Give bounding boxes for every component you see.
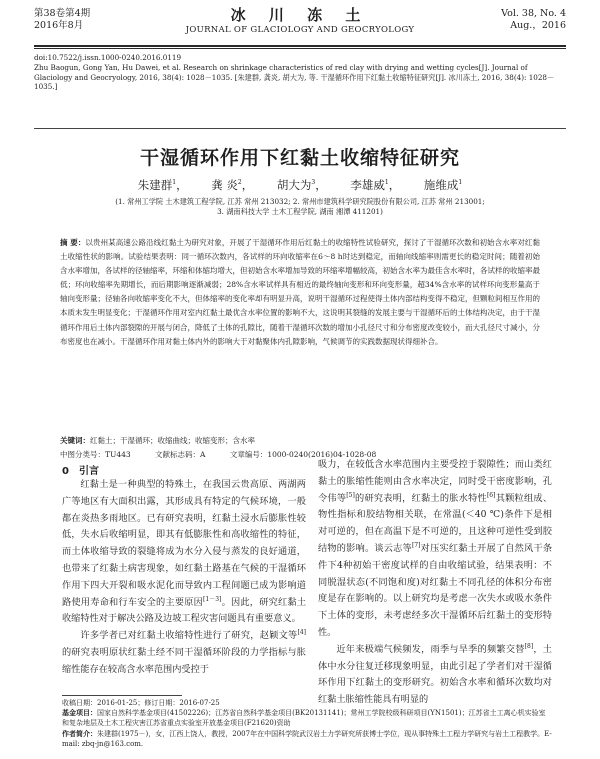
clc-number: 中图分类号：TU443 [60,450,131,459]
journal-header [34,6,566,44]
affiliation-line: (1. 常州工学院 土木建筑工程学院, 江苏 常州 213032; 2. 常州市建筑科学研究院股份有限公司, 江苏 常州 213001; [115,197,485,206]
article-number: 文章编号：1000-0240(2016)04-1028-08 [229,450,377,459]
abstract-text: 以贵州某高速公路沿线红黏土为研究对象，开展了干湿循环作用后红黏土的收缩特性试验研究，探讨了干湿循环次数和初始含水率对红黏土收缩性状的影响。试验结果表明：同一循环次数内，各试样的环向收缩率在6～8 h时达到稳定，而轴向线缩率则需更长的稳定时间；随着初始含水率增加，各试样的径轴缩率，环缩和体缩均增大，但初始含水率增加导致的环缩率增幅较高，初始含水率为最佳含水率时，各试样的收缩率最低；环向收缩率先期增长，而后期影响逐渐减弱；28%含水率试样具有相近的最终轴向变形和环向变形量，超34%含水率的试样环向变形量高于轴向变形量；径轴各向收缩率变化不大，但体缩率的变化率却有明显升高，说明干湿循环过程使得土体内部结构变得不稳定，但颗粒间相互作用的本质未发生明显变化；干湿循环作用对室内红黏土最优含水率位置的影响不大，这说明其裂缝的发展主要与干湿循环后的土体结构决定，由于干湿循环作用后土体内部裂隙的开展与闭合，降低了土体的孔隙比，随着干湿循环次数的增加小孔径尺寸和分布密度改变较小，而大孔径尺寸减小，分布密度也在减小。干湿循环作用对黏土体内外的影响大于对黏聚体内孔隙影响，气候调节的实践数据现状得细补合。 [60,238,540,346]
volume-en: Vol. 38, No. 4 [501,8,566,19]
paragraph: 吸力，在较低含水率范围内主要受控于裂隙性；而山类红黏土的胀缩性能则由含水率决定，同时受干密度影响，孔令伟等[5]的研究表明，红黏土的胀水特性[6]其颗粒组成、物性指标和胶结物相关联，在常温(＜40 ℃)条件下是相对可逆的，但在高温下是不可逆的，且这种可逆性受到胶结物的影响。谈云志等[7]对压实红黏土开展了自然风干条件下4种初始干密度试样的自由收缩试验，结果表明：不同脱湿状态(不同饱和度)对红黏土不同孔径的体积分布密度是存在影响的。以上研究均是考虑一次失水或吸水条件下土体的变形，未考虑经多次干湿循环后红黏土的变形特性。 [318,459,553,638]
keywords [60,435,540,446]
footnote-received: 收稿日期：2016-01-25；修订日期：2016-07-25 [62,699,220,707]
abstract [60,236,540,349]
paper-title: 干湿循环作用下红黏土收缩特征研究 [139,147,460,169]
paragraph: 许多学者已对红黏土收缩特性进行了研究，赵颖文等[4]的研究表明原状红黏土经不同干湿循环阶段的力学指标与胀缩性能存在较高含水率范围内受控于 [62,629,306,675]
paragraph: 红黏土是一种典型的特殊土，在我国云贵高原、两湖两广等地区有大面积出露，其形成具有特定的气候环境，一般都在炎热多雨地区。已有研究表明，红黏土浸水后膨胀性较低，失水后收缩明显，即其有低膨胀性和高收缩性的特征，而土体收缩导致的裂缝将成为水分入侵与蒸发的良好通道，也带来了红黏土病害现象，如红黏土路基在气候的干湿循环作用下四大开裂和吸水泥化而导致内工程间题已成为影响道路使用寿命和行车安全的主要原因[1－3]。因此，研究红黏土收缩特性对于解决公路及边坡工程灾害问题具有重要意义。 [62,479,307,625]
left-column [62,477,306,679]
citation: Zhu Baogun, Gong Yan, Hu Dawei, et al. Research on shrinkage characteristics of red clay with drying and wetting cycles[J]. Journal of Glaciology and Geocryology, 2016, 38(4): 1028－1035. [朱建群, 龚炎, 胡大为, 等. 干湿循环作用下红黏土收缩特征研究[J]. 冰川冻土, 2016, 38(4): 1028－1035.] [34,63,555,91]
author-list [0,177,600,193]
header-right [501,8,566,32]
abstract-label: 摘 要： [60,238,86,247]
author: 龚 炎$^2$， [211,178,254,192]
footnote-fund: 基金项目：国家自然科学基金项目(41502226)；江苏省自然科学基金项目(BK20131141)；常州工学院校级科研项目(YN1501)；江苏省土工离心机实验室和复杂地层及土木工程灾害江苏省重点实验室开放基金项目(F21620)资助 [62,708,546,728]
citation-rule [34,128,566,129]
author: 胡大为$^3$， [276,178,327,192]
affiliation-line: 3. 湖南科技大学 土木工程学院, 湖南 湘潭 411201) [217,206,383,216]
header-rule-thin [34,48,566,49]
author: 施维成$^1$ [423,178,463,192]
author: 李雄威$^1$， [350,178,401,192]
right-column [318,457,552,709]
date-en: Aug.，2016 [510,20,566,31]
document-code: 文献标志码：A [155,450,206,459]
keywords-text: 红黏土；干湿循环；收缩曲线；收缩变形；含水率 [90,436,255,445]
affiliations [60,197,540,216]
author: 朱建群$^1$， [137,178,188,192]
footnote [62,698,552,749]
header-rule-thick [34,45,566,47]
header-center [34,6,566,36]
section-heading-intro: 0 引言 [62,466,99,477]
issue-cn: 第38卷第4期 [34,8,91,19]
doi: doi:10.7522/j.issn.1000-0240.2016.0119 [34,53,182,62]
paragraph: 近年来极端气候频发，雨季与旱季的频繁交替[8]，土体中水分往复迁移现象明显，由此引起了学者们对干湿循环作用下红黏土的变形研究。初始含水率和循环次数均对红黏土胀缩性能具有明显的 [318,642,552,706]
footnote-author: 作者简介：朱建群(1975－)，女，江西上饶人，教授，2007年在中国科学院武汉岩土力学研究所获博士学位，现从事特殊土工程力学研究与岩土工程教学。E-mail: zbq-jn@163.com. [62,728,552,748]
keywords-label: 关键词： [60,436,90,445]
footnote-rule [62,695,182,696]
journal-name-en: JOURNAL OF GLACIOLOGY AND GEOCRYOLOGY [185,25,415,35]
date-cn: 2016年8月 [34,20,84,31]
journal-name-cn: 冰 川 冻 土 [230,6,370,24]
